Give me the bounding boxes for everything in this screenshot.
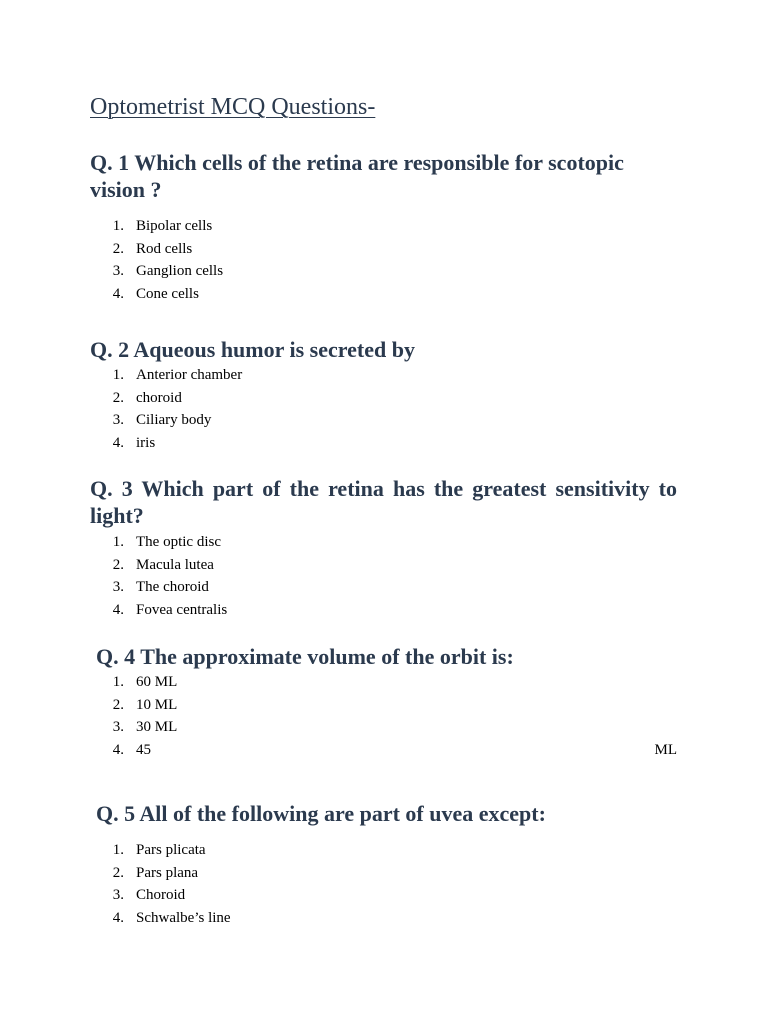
option-text: Anterior chamber	[136, 367, 243, 383]
question-2-option-2	[0, 387, 768, 410]
option-text: Rod cells	[136, 240, 193, 257]
option-text: Fovea centralis	[136, 602, 228, 619]
option-number: 1.	[112, 674, 124, 690]
question-3-option-1	[0, 531, 768, 554]
question-4-option-4	[0, 739, 768, 762]
question-3-options	[0, 531, 768, 622]
option-number: 1.	[112, 534, 124, 550]
option-text: Pars plana	[136, 864, 199, 881]
question-2-option-4	[0, 432, 768, 455]
question-4-option-3	[0, 716, 768, 739]
option-number: 4.	[112, 435, 124, 452]
option-text: The choroid	[136, 579, 209, 596]
question-3-heading: Q. 3 Which part of the retina has the greatest sensitivity to light?	[90, 476, 677, 528]
option-text: Schwalbe’s line	[136, 910, 231, 927]
option-text: Ganglion cells	[136, 263, 224, 280]
question-3-option-4	[0, 599, 768, 622]
question-1-option-1	[0, 215, 768, 238]
option-unit: ML	[654, 742, 677, 759]
question-4-heading: Q. 4 The approximate volume of the orbit is:	[96, 644, 514, 669]
question-4-option-1	[0, 671, 768, 694]
question-3-option-2	[0, 554, 768, 577]
question-1-option-3	[0, 260, 768, 283]
option-number: 3.	[112, 263, 124, 280]
question-1-option-4	[0, 283, 768, 306]
option-number: 4.	[112, 286, 124, 303]
option-text: 60 ML	[136, 674, 178, 690]
question-2-heading: Q. 2 Aqueous humor is secreted by	[90, 337, 415, 362]
option-number: 2.	[112, 696, 124, 713]
option-number: 2.	[112, 240, 124, 257]
question-5-heading: Q. 5 All of the following are part of uvea except:	[96, 801, 546, 826]
option-text: The optic disc	[136, 534, 221, 550]
option-number: 3.	[112, 579, 124, 596]
question-4-option-2	[0, 694, 768, 717]
question-5-option-3	[0, 884, 768, 907]
option-text: 45	[136, 742, 151, 759]
option-text: Macula lutea	[136, 556, 214, 573]
option-number: 3.	[112, 412, 124, 429]
option-number: 1.	[112, 367, 124, 383]
question-2-option-3	[0, 409, 768, 432]
option-text: Pars plicata	[136, 842, 206, 858]
option-number: 4.	[112, 602, 124, 619]
option-number: 4.	[112, 742, 124, 759]
option-text: Cone cells	[136, 286, 199, 303]
option-text: choroid	[136, 389, 182, 406]
option-text: Bipolar cells	[136, 218, 213, 234]
question-1-heading: Q. 1 Which cells of the retina are responsible for scotopic vision ?	[90, 150, 624, 202]
option-text: 10 ML	[136, 696, 178, 713]
option-number: 3.	[112, 887, 124, 904]
question-3-option-3	[0, 576, 768, 599]
option-number: 2.	[112, 864, 124, 881]
question-5-options	[0, 839, 768, 930]
question-2-option-1	[0, 364, 768, 387]
option-number: 1.	[112, 218, 124, 234]
option-text: Ciliary body	[136, 412, 212, 429]
option-text: iris	[136, 435, 156, 452]
question-2-options	[0, 364, 768, 455]
option-number: 2.	[112, 556, 124, 573]
option-number: 1.	[112, 842, 124, 858]
question-5-option-1	[0, 839, 768, 862]
question-4-options	[0, 671, 768, 762]
option-number: 4.	[112, 910, 124, 927]
option-number: 3.	[112, 719, 124, 736]
question-5-option-2	[0, 862, 768, 885]
document-title: Optometrist MCQ Questions-	[90, 94, 376, 120]
question-1-option-2	[0, 238, 768, 261]
question-1-options	[0, 215, 768, 306]
option-text: Choroid	[136, 887, 186, 904]
option-number: 2.	[112, 389, 124, 406]
question-5-option-4	[0, 907, 768, 930]
option-text: 30 ML	[136, 719, 178, 736]
